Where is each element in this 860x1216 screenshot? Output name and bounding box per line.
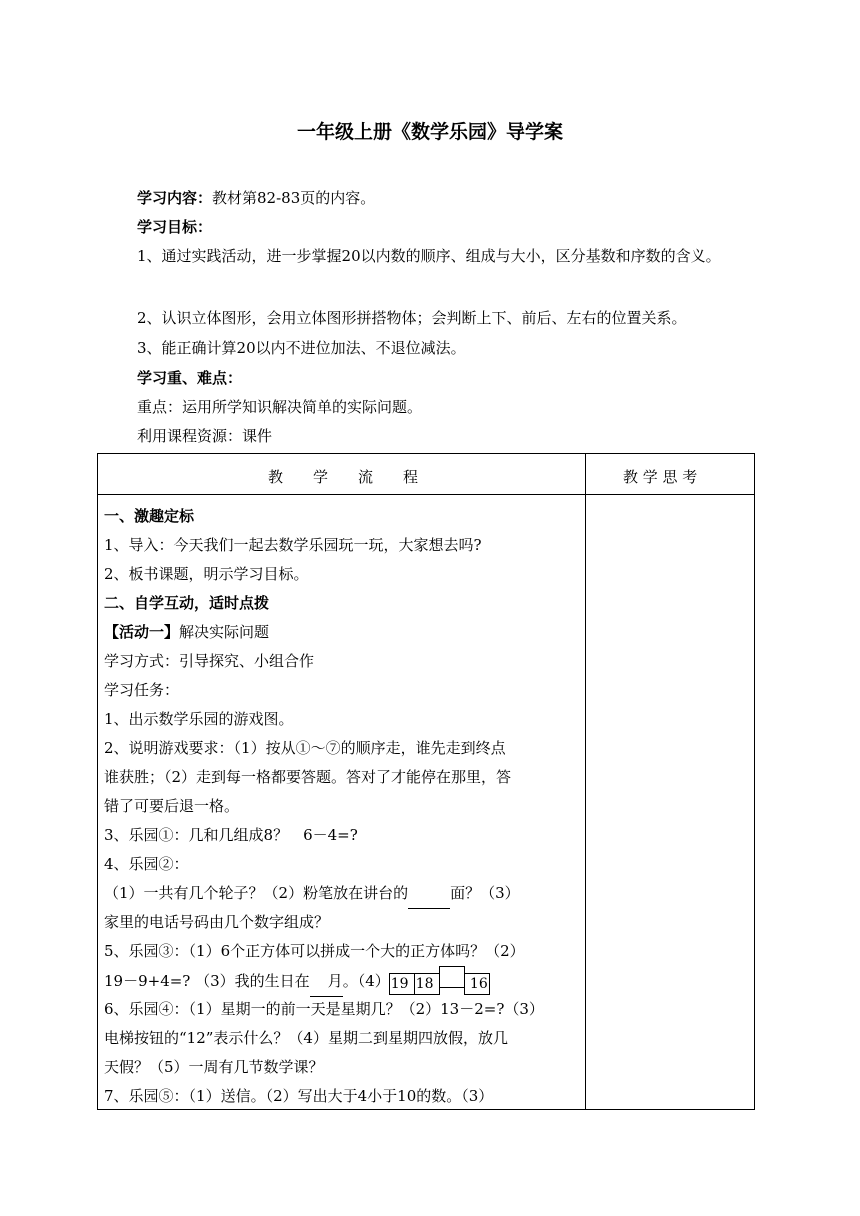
- activity-1-text: 解决实际问题: [179, 623, 270, 641]
- key-points-label: 学习重、难点：: [137, 369, 243, 387]
- study-task: 学习任务：: [104, 681, 180, 699]
- section-1-title: 一、激趣定标: [104, 507, 195, 525]
- task-6-line-c: 天假？（5）一周有几节数学课？: [104, 1058, 324, 1076]
- sequence-box: 16: [464, 973, 490, 995]
- sequence-box-empty: [439, 966, 465, 988]
- task-4-line-b: 家里的电话号码由几个数字组成？: [104, 913, 330, 931]
- sequence-box: 18: [414, 973, 440, 995]
- table-column-divider: [585, 453, 586, 1110]
- key-point-text: 重点：运用所学知识解决简单的实际问题。: [137, 398, 423, 416]
- task-2-line-b: 谁获胜；（2）走到每一格都要答题。答对了才能停在那里，答: [104, 768, 512, 786]
- task-4-line-a: [104, 879, 582, 909]
- page-title: 一年级上册《数学乐园》导学案: [296, 121, 563, 143]
- task-7-line-a: 7、乐园⑤：（1）送信。（2）写出大于4小于10的数。（3）: [104, 1087, 494, 1105]
- activity-1-bracket: 【活动一】: [104, 623, 180, 641]
- goal-2: 2、认识立体图形，会用立体图形拼搭物体；会判断上下、前后、左右的位置关系。: [137, 309, 687, 327]
- study-content-line: [137, 184, 797, 213]
- table-header-divider: [97, 494, 755, 495]
- study-content-text: 教材第82-83页的内容。: [212, 189, 376, 207]
- number-sequence-boxes: [390, 966, 490, 998]
- goal-3: 3、能正确计算20以内不进位加法、不退位减法。: [137, 339, 466, 357]
- task-4: 4、乐园②：: [104, 855, 189, 873]
- task-5-line-a: 5、乐园③：（1）6个正方体可以拼成一个大的正方体吗？（2）: [104, 942, 525, 960]
- header-teaching-reflection: 教 学 思 考: [623, 468, 698, 486]
- goal-1: 1、通过实践活动，进一步掌握20以内数的顺序、组成与大小，区分基数和序数的含义。: [137, 247, 721, 265]
- blank-underline: [408, 879, 450, 909]
- resource-text: 利用课程资源：课件: [137, 427, 273, 445]
- task-4-line-a-text: （1）一共有几个轮子？（2）粉笔放在讲台的: [104, 884, 409, 902]
- sequence-box: 19: [389, 973, 415, 995]
- study-goals-label: 学习目标：: [137, 218, 213, 236]
- study-content-label: 学习内容：: [137, 189, 213, 207]
- task-6-line-a: 6、乐园④：（1）星期一的前一天是星期几？（2）13－2=?（3）: [104, 1000, 544, 1018]
- header-teaching-process: 教 学 流 程: [268, 468, 419, 486]
- task-3: 3、乐园①：几和几组成8？ 6－4=?: [104, 826, 358, 844]
- task-5-line-b-rest: 。（4）: [342, 972, 390, 990]
- birthday-month-blank: 月: [310, 967, 343, 997]
- study-method: 学习方式：引导探究、小组合作: [104, 652, 315, 670]
- task-5-line-b: [104, 966, 582, 998]
- task-4-line-a-rest: 面？（3）: [450, 884, 520, 902]
- section-1-line-2: 2、板书课题，明示学习目标。: [104, 565, 309, 583]
- task-5-line-b-text: 19－9+4=? （3）我的生日在: [104, 972, 310, 990]
- section-2-title: 二、自学互动，适时点拨: [104, 594, 270, 612]
- task-2-line-a: 2、说明游戏要求：（1）按从①～⑦的顺序走，谁先走到终点: [104, 739, 506, 757]
- task-1: 1、出示数学乐园的游戏图。: [104, 710, 294, 728]
- section-1-line-1: 1、导入：今天我们一起去数学乐园玩一玩，大家想去吗?: [104, 536, 482, 554]
- task-6-line-b: 电梯按钮的“12”表示什么？（4）星期二到星期四放假，放几: [104, 1029, 508, 1047]
- task-2-line-c: 错了可要后退一格。: [104, 797, 240, 815]
- activity-1-line: [104, 618, 582, 647]
